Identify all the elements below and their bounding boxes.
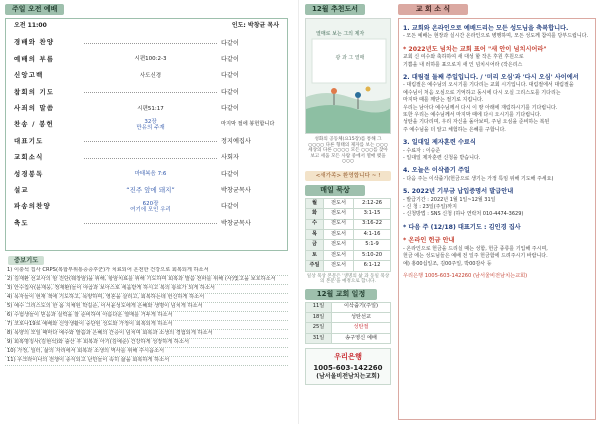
order-detail: [84, 187, 217, 194]
order-row: [14, 35, 279, 51]
order-performer: 다같이: [221, 105, 279, 112]
announce-line: 성탄을 기다리며, 우리 자신을 돌아보며, 주님 오심을 준비하는 복된: [403, 119, 550, 126]
meditation-book: 전도서: [324, 219, 354, 229]
order-detail-line: “진주 앞에 돼지”: [126, 186, 175, 195]
order-row: [14, 182, 279, 198]
prayer-item: 7) 코로나19로 예배와 신앙생활이 중단된 성도와 가정이 회복되게 하소서: [5, 321, 288, 330]
meditation-row: [306, 209, 391, 219]
order-label: 파송의찬양: [14, 202, 51, 211]
event-row: [306, 333, 391, 343]
order-detail-line: 여기에 모인 우리: [130, 206, 171, 213]
worship-panel: [5, 4, 288, 420]
order-performer: 다같이: [221, 72, 279, 79]
meditation-book: 전도서: [324, 198, 354, 208]
order-detail-line: 620장: [142, 200, 159, 207]
order-label: 신앙고백: [14, 71, 44, 80]
meditation-day: 화: [306, 209, 324, 219]
announce-line: - 수료자 : 이승준: [403, 147, 441, 154]
dotted-leader: [84, 92, 217, 93]
order-row: [14, 199, 279, 215]
meditation-ref: 5:10-20: [354, 250, 391, 260]
meditation-row: [306, 250, 391, 260]
announce-line: - 모든 예배는 현장과 실시간 온라인으로 병행하며, 모든 성도께 참여를 당부드립니다.: [403, 33, 589, 40]
announce-line: 기쁨을 내 러하를 표으로지 새 인 넘치시어라 (작은리스: [403, 61, 523, 68]
order-label: 경배와 찬양: [14, 38, 55, 47]
event-row: [306, 313, 391, 323]
announce-heading: * 2022년도 넘치는 교회 표어 "새 안이 넘치시어라": [403, 45, 547, 53]
meditation-book: 전도서: [324, 261, 354, 271]
order-detail: [84, 56, 217, 62]
announce-footer: 우리은행 1005-603-142260 (남서울비전남치는교회): [403, 272, 528, 279]
announce-heading: * 온라인 헌금 안내: [403, 237, 455, 245]
announce-tab: 교 회 소 식: [398, 4, 468, 15]
meditation-note: 일상 묵상 본문은 '생명의 삶 과 동일 묵상의 본문'을 예정으로 합니다.: [306, 273, 390, 285]
order-row: [14, 133, 279, 149]
book-illustration: [306, 19, 391, 134]
prayer-title-tab: 중보기도: [8, 256, 44, 265]
order-performer: 다같이: [221, 56, 279, 63]
order-row: [14, 100, 279, 116]
announce-spacer: [403, 182, 591, 185]
announce-heading: 4. 오늘은 이삭줍기 주일: [403, 167, 470, 175]
bank-owner: (남서울비전남치는교회): [316, 372, 380, 380]
announce-list: [403, 25, 591, 270]
order-label: 축도: [14, 218, 29, 227]
prayer-item: 6) 수험생들이 믿음과 실력을 잘 준비하여 아름다운 열매를 거두게 하소서: [5, 312, 288, 321]
prayer-item: 1) 이충석 집사 CRPS(복합부위통증증후군)가 치료되어 온전한 건강으로 회복되게 하소서: [5, 267, 288, 276]
event-row: [306, 323, 391, 333]
announce-line: - 온라인으로 헌금을 드리실 때는 성함, 헌금 종류를 기입해 주시며,: [403, 245, 548, 252]
events-table: [305, 302, 391, 345]
event-date: 25일: [306, 323, 332, 333]
order-row: [14, 150, 279, 166]
bank-name: 우리은행: [334, 352, 362, 362]
order-performer: 박창균목사: [221, 187, 279, 194]
meditation-book: 전도서: [324, 240, 354, 250]
announce-spacer: [403, 40, 591, 43]
meditation-day: 금: [306, 240, 324, 250]
order-performer: 다같이: [221, 89, 279, 96]
newcomer-banner: <새가족> 환영합니다 ~ !: [305, 171, 391, 181]
worship-time: 오전 11:00: [14, 22, 47, 29]
order-label: 성경봉독: [14, 169, 44, 178]
book-title-text: 열매로 보는 그의 제자: [316, 31, 365, 37]
event-name: 성탄선교: [332, 313, 391, 323]
announce-line: - 대림절은 예수님의 오시기를 기다리는 교회 시기입니다. 대림절에서 대림절을: [403, 82, 574, 89]
order-detail: [84, 119, 217, 131]
announce-line: 예) 홍00십일조, 김00주일, 박00감사 등: [403, 260, 492, 267]
order-detail: [84, 73, 217, 79]
announce-line: 주 예수님을 더 알고 체험하는 은혜를 구합니다.: [403, 126, 506, 133]
order-detail-line: 마태복음 7:6: [134, 171, 167, 178]
prayer-item: 10) 가정, 일터, 삶의 자리에서 회복과 소생의 역사를 위해 주시옵소서: [5, 348, 288, 357]
meditation-row: [306, 230, 391, 240]
daily-meditation-tab: 매일 묵상: [305, 185, 365, 196]
meditation-book: 전도서: [324, 230, 354, 240]
order-label: 설교: [14, 185, 29, 194]
meditation-ref: 4:1-16: [354, 230, 391, 240]
worship-order-box: [5, 18, 288, 251]
dotted-leader: [84, 158, 217, 159]
order-performer: 정지예집사: [221, 138, 279, 145]
order-row: [14, 117, 279, 133]
meditation-table: [305, 198, 391, 272]
announce-line: - 다음 주는 이삭줍기(헌금으로 생기는 가정 특임 위해 기도해 주세요): [403, 175, 554, 182]
announce-line: 우리는 남아다 예수님께서 다시 이 땅 아래에 재림하시기를 기다립니다.: [403, 104, 558, 111]
order-detail-line: 시편100:2-3: [134, 56, 167, 63]
prayer-item: 9) 회복명칭사(김현석)와 출산 후 회복과 아기(김예준) 건강하게 성장하게 하소서: [5, 339, 288, 348]
prayer-list: [5, 267, 288, 366]
announce-spacer: [403, 161, 591, 164]
announce-spacer: [403, 133, 591, 136]
worship-header: [14, 23, 279, 30]
announce-line: - 신청방법 : SNS 신청 (하나 연락처 010-4474-3629): [403, 211, 524, 218]
prayer-item: 5) 예수 그리스도의 한 몸 지체된 박길준, 이서윤성도에게 은혜와 생명이 넘치게 하소서: [5, 303, 288, 312]
order-performer: 다같이: [221, 203, 279, 210]
dotted-leader: [84, 43, 217, 44]
announce-spacer: [403, 267, 591, 270]
meditation-book: 전도서: [324, 250, 354, 260]
order-label: 사죄의 말씀: [14, 103, 55, 112]
book-description: 성화의 공동체(요15장)를 통해 그 ○○○○ 다른 형태의 제자를 보는 ○○○ 세상의 다른 ○○○○ 모든 ○○○를 찾아보고 세움 모든 사람 중에서 열매 맺을 ○○○: [308, 137, 388, 164]
announce-line: - 발급기간 : 2022년 1월 1일~12월 31일: [403, 196, 496, 203]
worship-title-tab: 주일 오전 예배: [5, 4, 64, 15]
events-tab: 12월 교회 일정: [305, 289, 377, 300]
event-row: [306, 302, 391, 312]
order-detail-line: 만유의 주재: [136, 125, 165, 132]
meditation-book: 전도서: [324, 209, 354, 219]
order-detail: [84, 106, 217, 112]
meditation-ref: 3:16-22: [354, 219, 391, 229]
order-detail-line: 32장: [144, 118, 157, 125]
order-detail: [84, 171, 217, 177]
meditation-row: [306, 219, 391, 229]
dotted-leader: [84, 141, 217, 142]
order-detail-line: 시편51:17: [137, 105, 164, 112]
meditation-row: [306, 261, 391, 271]
meditation-ref: 3:1-15: [354, 209, 391, 219]
middle-panel: [305, 4, 391, 420]
order-row: [14, 51, 279, 67]
order-label: 대표기도: [14, 136, 44, 145]
order-performer: 사회자: [221, 154, 279, 161]
meditation-row: [306, 240, 391, 250]
prayer-item: 2) 김재환 선교사의 암 진단(췌장암)을 위해, 항암치료를 위해 기도하며 회복과 말씀 전파를 위해 (사)빛고을 보호하소서: [5, 276, 288, 285]
order-performer: 다같이: [221, 171, 279, 178]
order-label: 참회의 기도: [14, 87, 55, 96]
announce-line: 또한 우리는 예수님께서 마지막 때에 다시 오시기를 기다립니다.: [403, 112, 542, 119]
meditation-day: 목: [306, 230, 324, 240]
meditation-day: 토: [306, 250, 324, 260]
event-date: 18일: [306, 313, 332, 323]
announce-line: 헌금 에는 성도님들은 예배 전 일주 헌금함에 드려주시기 바랍니다.: [403, 253, 548, 260]
announce-panel: [398, 4, 596, 420]
event-date: 31일: [306, 333, 332, 343]
recommend-tab: 12월 추천도서: [305, 4, 365, 15]
announce-heading: * 다음 주 (12/18) 대표기도 : 김인경 집사: [403, 223, 521, 231]
page-divider: [298, 0, 299, 424]
bank-account: 1005-603-142260: [313, 363, 383, 372]
order-row: [14, 68, 279, 84]
dotted-leader: [84, 223, 217, 224]
announce-line: 교회 신 여수와 축하하여 새 대성 할 작은 후원 후원으로: [403, 54, 524, 61]
meditation-ref: 2:12-26: [354, 198, 391, 208]
announce-line: 예수님이 처음 오심으로 기억하고 동시에 다시 오실 그리스도를 기다리는: [403, 89, 561, 96]
order-row: [14, 84, 279, 100]
meditation-day: 수: [306, 219, 324, 229]
meditation-day: 월: [306, 198, 324, 208]
order-detail: [84, 201, 217, 213]
bank-info-box: [305, 348, 391, 385]
book-cover-image: [305, 18, 391, 134]
order-row: [14, 215, 279, 231]
announce-box: [398, 18, 596, 420]
event-date: 11일: [306, 302, 332, 312]
announce-line: - 일대일 제자훈련 신청을 받습니다.: [403, 155, 481, 162]
meditation-row: [306, 198, 391, 208]
meditation-ref: 5:1-9: [354, 240, 391, 250]
order-performer: 박창균목사: [221, 220, 279, 227]
announce-heading: 5. 2022년 기부금 납입증명서 발급안내: [403, 188, 514, 196]
prayer-item: 8) 목양의 모일 때마다 예수와 말씀과 은혜의 간증이 넘치며 회복과 소생의 경험되게 하소서: [5, 330, 288, 339]
announce-spacer: [403, 218, 591, 221]
meditation-ref: 6:1-12: [354, 261, 391, 271]
announce-line: - 신 청 : 23일(주일)까지: [403, 204, 457, 211]
event-name: 이삭줍기(주일): [332, 302, 391, 312]
order-label: 찬송 / 봉헌: [14, 120, 54, 129]
announce-spacer: [403, 68, 591, 71]
prayer-item: 11) 우크라이나의 전쟁이 종식되고 난민들이 속히 삶을 회복하게 하소서: [5, 357, 288, 366]
worship-order-list: [14, 35, 279, 232]
order-label: 교회소식: [14, 153, 44, 162]
event-name: 성탄절: [332, 323, 391, 333]
prayer-item: 4) 목자들이 현재 책에 기도하고, 목양하며, 영혼을 살리고, 회복하는데 헌신하게 하소서: [5, 294, 288, 303]
worship-leader: 인도: 박창균 목사: [231, 22, 279, 29]
order-detail-line: 사도신경: [139, 72, 162, 79]
announce-heading: 2. 대림절 둘째 주일입니다. / '미리 오심'과 '다시 오심' 사이에서: [403, 74, 579, 82]
announce-line: 마지막 때를 깨닫는 절기로 지킵니다.: [403, 97, 484, 104]
announce-heading: 1. 교회와 온라인으로 예배드리는 모든 성도님을 축복합니다.: [403, 25, 569, 32]
meditation-day: 주일: [306, 261, 324, 271]
order-row: [14, 166, 279, 182]
announce-heading: 3. 일대일 제자훈련 수료식: [403, 139, 476, 147]
order-performer: 다같이: [221, 40, 279, 47]
order-performer: 마지막 절에 봉헌합니다: [221, 122, 279, 127]
prayer-item: 3) 안수집사(윤재웅, 정재환)들이 야곱과 보아스로 세움받게 하시고 복의 통로가 되게 하소서: [5, 285, 288, 294]
event-name: 송구영신 예배: [332, 333, 391, 343]
order-label: 예배의 부름: [14, 54, 55, 63]
announce-spacer: [403, 231, 591, 234]
book-sub-text: 광 과 그 열매: [335, 55, 365, 61]
